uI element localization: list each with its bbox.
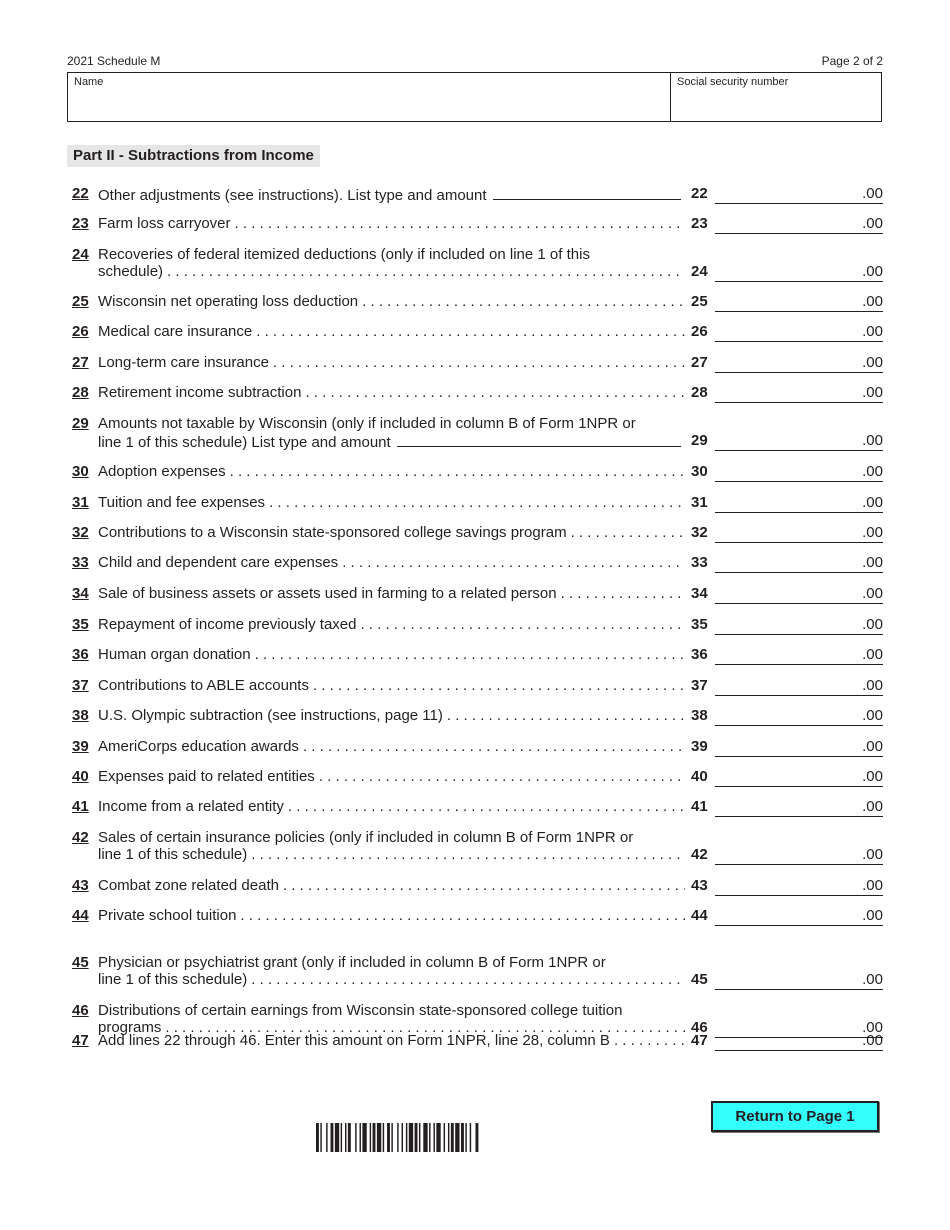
- leader-dots: [256, 323, 685, 340]
- line-number: 45: [72, 954, 89, 971]
- line-text: Other adjustments (see instructions). List type and amount: [98, 187, 487, 204]
- cents-suffix: .00: [862, 185, 883, 202]
- amount-field[interactable]: [715, 1032, 883, 1051]
- barcode-bar: [383, 1123, 384, 1152]
- line-description: [98, 246, 685, 280]
- line-text: Farm loss carryover: [98, 215, 231, 232]
- leader-dots: [305, 384, 685, 401]
- amount-field[interactable]: [715, 907, 883, 926]
- box-number: 36: [691, 646, 708, 663]
- barcode-bar: [345, 1123, 346, 1152]
- line-description: [98, 1032, 685, 1049]
- cents-suffix: .00: [862, 354, 883, 371]
- amount-field[interactable]: [715, 384, 883, 403]
- line-number: 34: [72, 585, 89, 602]
- name-cell: [68, 73, 671, 121]
- barcode-bar: [387, 1123, 390, 1152]
- box-number: 38: [691, 707, 708, 724]
- form-title: 2021 Schedule M: [67, 54, 161, 68]
- line-text: Recoveries of federal itemized deductions (only if included on line 1 of this: [98, 246, 590, 263]
- amount-input[interactable]: [715, 907, 859, 925]
- barcode-bar: [331, 1123, 334, 1152]
- line-text: Medical care insurance: [98, 323, 253, 340]
- cents-suffix: .00: [862, 463, 883, 480]
- leader-dots: [273, 354, 685, 371]
- barcode-bar: [370, 1123, 371, 1152]
- line-text: Income from a related entity: [98, 798, 284, 815]
- line-description: [98, 524, 685, 541]
- barcode-bar: [433, 1123, 434, 1152]
- line-text: Long-term care insurance: [98, 354, 269, 371]
- box-number: 46: [691, 1019, 708, 1036]
- box-number: 26: [691, 323, 708, 340]
- cents-suffix: .00: [862, 646, 883, 663]
- line-description: [98, 415, 685, 451]
- line-text: AmeriCorps education awards: [98, 738, 299, 755]
- line-text: Sale of business assets or assets used in farming to a related person: [98, 585, 557, 602]
- cents-suffix: .00: [862, 323, 883, 340]
- cents-suffix: .00: [862, 215, 883, 232]
- barcode-bar: [341, 1123, 342, 1152]
- leader-dots: [255, 646, 685, 663]
- amount-input[interactable]: [715, 263, 859, 281]
- barcode-bar: [429, 1123, 430, 1152]
- line-text: U.S. Olympic subtraction (see instructions, page 11): [98, 707, 443, 724]
- leader-dots: [342, 554, 685, 571]
- amount-field[interactable]: [715, 554, 883, 573]
- line-text: Adoption expenses: [98, 463, 226, 480]
- cents-suffix: .00: [862, 554, 883, 571]
- barcode-bar: [448, 1123, 449, 1152]
- line-description: [98, 738, 685, 755]
- amount-input[interactable]: [715, 323, 859, 341]
- line-description: [98, 829, 685, 863]
- box-number: 28: [691, 384, 708, 401]
- line-text: programs: [98, 1019, 162, 1036]
- amount-field[interactable]: [715, 494, 883, 513]
- line-description: [98, 954, 685, 988]
- barcode-bar: [320, 1123, 321, 1152]
- leader-dots: [283, 877, 685, 894]
- list-type-entry-line[interactable]: [397, 432, 681, 447]
- amount-field[interactable]: [715, 877, 883, 896]
- cents-suffix: .00: [862, 677, 883, 694]
- amount-field[interactable]: [715, 616, 883, 635]
- line-text: Private school tuition: [98, 907, 237, 924]
- amount-field[interactable]: [715, 971, 883, 990]
- taxpayer-id-box: [67, 72, 882, 122]
- list-type-entry-line[interactable]: [493, 185, 681, 200]
- line-text: Human organ donation: [98, 646, 251, 663]
- name-label: Name: [74, 76, 104, 88]
- amount-field[interactable]: [715, 738, 883, 757]
- cents-suffix: .00: [862, 798, 883, 815]
- line-text: Combat zone related death: [98, 877, 279, 894]
- amount-input[interactable]: [715, 354, 859, 372]
- barcode-bar: [373, 1123, 376, 1152]
- box-number: 34: [691, 585, 708, 602]
- line-number: 24: [72, 246, 89, 263]
- amount-field[interactable]: [715, 798, 883, 817]
- leader-dots: [235, 215, 685, 232]
- part-title: Part II - Subtractions from Income: [67, 145, 320, 167]
- line-number: 23: [72, 215, 89, 232]
- amount-input[interactable]: [715, 646, 859, 664]
- line-description: [98, 877, 685, 894]
- leader-dots: [362, 293, 685, 310]
- line-number: 31: [72, 494, 89, 511]
- amount-input[interactable]: [715, 846, 859, 864]
- amount-field[interactable]: [715, 768, 883, 787]
- line-number: 35: [72, 616, 89, 633]
- line-description: [98, 463, 685, 480]
- box-number: 29: [691, 432, 708, 449]
- barcode-bar: [377, 1123, 381, 1152]
- line-text: Sales of certain insurance policies (only if included in column B of Form 1NPR or: [98, 829, 634, 846]
- amount-input[interactable]: [715, 463, 859, 481]
- cents-suffix: .00: [862, 971, 883, 988]
- line-text: schedule): [98, 263, 164, 280]
- barcode-icon: [316, 1123, 610, 1152]
- cents-suffix: .00: [862, 877, 883, 894]
- amount-field[interactable]: [715, 463, 883, 482]
- leader-dots: [447, 707, 685, 724]
- page-indicator: Page 2 of 2: [821, 54, 883, 68]
- line-description: [98, 768, 685, 785]
- cents-suffix: .00: [862, 524, 883, 541]
- line-description: [98, 677, 685, 694]
- barcode-bar: [397, 1123, 398, 1152]
- line-text: line 1 of this schedule): [98, 971, 248, 988]
- barcode-bar: [455, 1123, 459, 1152]
- barcode-bar: [355, 1123, 356, 1152]
- line-description: [98, 1002, 685, 1036]
- line-text: Expenses paid to related entities: [98, 768, 315, 785]
- line-number: 28: [72, 384, 89, 401]
- line-description: [98, 354, 685, 371]
- barcode-bar: [402, 1123, 403, 1152]
- line-text: Wisconsin net operating loss deduction: [98, 293, 359, 310]
- cents-suffix: .00: [862, 846, 883, 863]
- box-number: 42: [691, 846, 708, 863]
- cents-suffix: .00: [862, 432, 883, 449]
- line-number: 39: [72, 738, 89, 755]
- line-number: 38: [72, 707, 89, 724]
- line-text: Contributions to a Wisconsin state-sponsored college savings program: [98, 524, 567, 541]
- line-text: Child and dependent care expenses: [98, 554, 339, 571]
- line-number: 25: [72, 293, 89, 310]
- barcode-bar: [415, 1123, 418, 1152]
- line-number: 26: [72, 323, 89, 340]
- leader-dots: [360, 616, 685, 633]
- amount-input[interactable]: [715, 185, 859, 203]
- amount-input[interactable]: [715, 1032, 859, 1050]
- box-number: 44: [691, 907, 708, 924]
- barcode-bar: [461, 1123, 464, 1152]
- leader-dots: [614, 1032, 685, 1049]
- line-description: [98, 585, 685, 602]
- amount-input[interactable]: [715, 432, 859, 450]
- box-number: 45: [691, 971, 708, 988]
- barcode-bar: [348, 1123, 351, 1152]
- ssn-label: Social security number: [677, 76, 789, 88]
- return-to-page-1-button[interactable]: Return to Page 1: [711, 1101, 879, 1132]
- box-number: 30: [691, 463, 708, 480]
- box-number: 43: [691, 877, 708, 894]
- amount-input[interactable]: [715, 677, 859, 695]
- amount-field[interactable]: [715, 293, 883, 312]
- box-number: 24: [691, 263, 708, 280]
- leader-dots: [288, 798, 685, 815]
- box-number: 27: [691, 354, 708, 371]
- box-number: 47: [691, 1032, 708, 1049]
- barcode-bar: [419, 1123, 420, 1152]
- line-number: 46: [72, 1002, 89, 1019]
- barcode-bar: [406, 1123, 407, 1152]
- amount-field[interactable]: [715, 846, 883, 865]
- amount-input[interactable]: [715, 738, 859, 756]
- barcode-bar: [423, 1123, 427, 1152]
- amount-input[interactable]: [715, 554, 859, 572]
- barcode-bar: [391, 1123, 392, 1152]
- line-text: Retirement income subtraction: [98, 384, 302, 401]
- line-description: [98, 907, 685, 924]
- amount-field[interactable]: [715, 524, 883, 543]
- barcode-bar: [362, 1123, 366, 1152]
- cents-suffix: .00: [862, 1032, 883, 1049]
- amount-input[interactable]: [715, 384, 859, 402]
- amount-field[interactable]: [715, 185, 883, 204]
- amount-field[interactable]: [715, 263, 883, 282]
- amount-input[interactable]: [715, 877, 859, 895]
- line-description: [98, 384, 685, 401]
- cents-suffix: .00: [862, 293, 883, 310]
- line-text: Repayment of income previously taxed: [98, 616, 357, 633]
- box-number: 23: [691, 215, 708, 232]
- amount-field[interactable]: [715, 432, 883, 451]
- amount-field[interactable]: [715, 323, 883, 342]
- line-description: [98, 323, 685, 340]
- name-input[interactable]: [74, 99, 620, 116]
- cents-suffix: .00: [862, 707, 883, 724]
- line-number: 22: [72, 185, 89, 202]
- line-description: [98, 798, 685, 815]
- line-number: 41: [72, 798, 89, 815]
- cents-suffix: .00: [862, 768, 883, 785]
- leader-dots: [240, 907, 685, 924]
- barcode-bar: [476, 1123, 479, 1152]
- leader-dots: [319, 768, 685, 785]
- amount-field[interactable]: [715, 585, 883, 604]
- amount-input[interactable]: [715, 971, 859, 989]
- amount-input[interactable]: [715, 798, 859, 816]
- box-number: 35: [691, 616, 708, 633]
- box-number: 25: [691, 293, 708, 310]
- amount-field[interactable]: [715, 354, 883, 373]
- leader-dots: [251, 846, 685, 863]
- line-description: [98, 494, 685, 511]
- line-number: 42: [72, 829, 89, 846]
- line-number: 30: [72, 463, 89, 480]
- amount-field[interactable]: [715, 646, 883, 665]
- leader-dots: [269, 494, 685, 511]
- cents-suffix: .00: [862, 384, 883, 401]
- leader-dots: [167, 263, 685, 280]
- cents-suffix: .00: [862, 738, 883, 755]
- amount-input[interactable]: [715, 524, 859, 542]
- barcode-bar: [465, 1123, 466, 1152]
- cents-suffix: .00: [862, 585, 883, 602]
- line-number: 47: [72, 1032, 89, 1049]
- barcode-bar: [326, 1123, 327, 1152]
- line-description: [98, 215, 685, 232]
- line-description: [98, 707, 685, 724]
- line-number: 33: [72, 554, 89, 571]
- barcode-bar: [470, 1123, 471, 1152]
- barcode-bar: [451, 1123, 454, 1152]
- line-description: [98, 185, 685, 204]
- line-number: 40: [72, 768, 89, 785]
- box-number: 40: [691, 768, 708, 785]
- line-text: line 1 of this schedule) List type and amount: [98, 434, 391, 451]
- leader-dots: [251, 971, 685, 988]
- amount-field[interactable]: [715, 215, 883, 234]
- line-text: line 1 of this schedule): [98, 846, 248, 863]
- amount-input[interactable]: [715, 768, 859, 786]
- ssn-input[interactable]: [677, 99, 870, 116]
- line-number: 44: [72, 907, 89, 924]
- leader-dots: [571, 524, 685, 541]
- amount-input[interactable]: [715, 585, 859, 603]
- amount-input[interactable]: [715, 215, 859, 233]
- line-description: [98, 293, 685, 310]
- barcode-bar: [409, 1123, 413, 1152]
- line-number: 37: [72, 677, 89, 694]
- box-number: 33: [691, 554, 708, 571]
- line-text: Add lines 22 through 46. Enter this amount on Form 1NPR, line 28, column B: [98, 1032, 610, 1049]
- box-number: 37: [691, 677, 708, 694]
- line-text: Amounts not taxable by Wisconsin (only if included in column B of Form 1NPR or: [98, 415, 636, 432]
- amount-field[interactable]: [715, 677, 883, 696]
- leader-dots: [313, 677, 685, 694]
- line-text: Tuition and fee expenses: [98, 494, 266, 511]
- barcode-bar: [436, 1123, 440, 1152]
- line-number: 43: [72, 877, 89, 894]
- barcode-bar: [444, 1123, 445, 1152]
- line-text: Distributions of certain earnings from Wisconsin state-sponsored college tuition: [98, 1002, 623, 1019]
- amount-input[interactable]: [715, 293, 859, 311]
- line-text: Physician or psychiatrist grant (only if included in column B of Form 1NPR or: [98, 954, 606, 971]
- line-number: 27: [72, 354, 89, 371]
- cents-suffix: .00: [862, 1019, 883, 1036]
- leader-dots: [561, 585, 685, 602]
- box-number: 41: [691, 798, 708, 815]
- line-description: [98, 616, 685, 633]
- box-number: 39: [691, 738, 708, 755]
- box-number: 22: [691, 185, 708, 202]
- leader-dots: [303, 738, 685, 755]
- line-description: [98, 554, 685, 571]
- line-text: Contributions to ABLE accounts: [98, 677, 309, 694]
- ssn-cell: [671, 73, 881, 121]
- barcode-bar: [335, 1123, 339, 1152]
- line-number: 32: [72, 524, 89, 541]
- barcode-bar: [316, 1123, 319, 1152]
- amount-field[interactable]: [715, 707, 883, 726]
- cents-suffix: .00: [862, 907, 883, 924]
- cents-suffix: .00: [862, 494, 883, 511]
- box-number: 32: [691, 524, 708, 541]
- amount-input[interactable]: [715, 616, 859, 634]
- amount-input[interactable]: [715, 494, 859, 512]
- box-number: 31: [691, 494, 708, 511]
- leader-dots: [230, 463, 685, 480]
- cents-suffix: .00: [862, 263, 883, 280]
- line-number: 29: [72, 415, 89, 432]
- line-number: 36: [72, 646, 89, 663]
- barcode-bar: [360, 1123, 361, 1152]
- line-description: [98, 646, 685, 663]
- cents-suffix: .00: [862, 616, 883, 633]
- amount-input[interactable]: [715, 707, 859, 725]
